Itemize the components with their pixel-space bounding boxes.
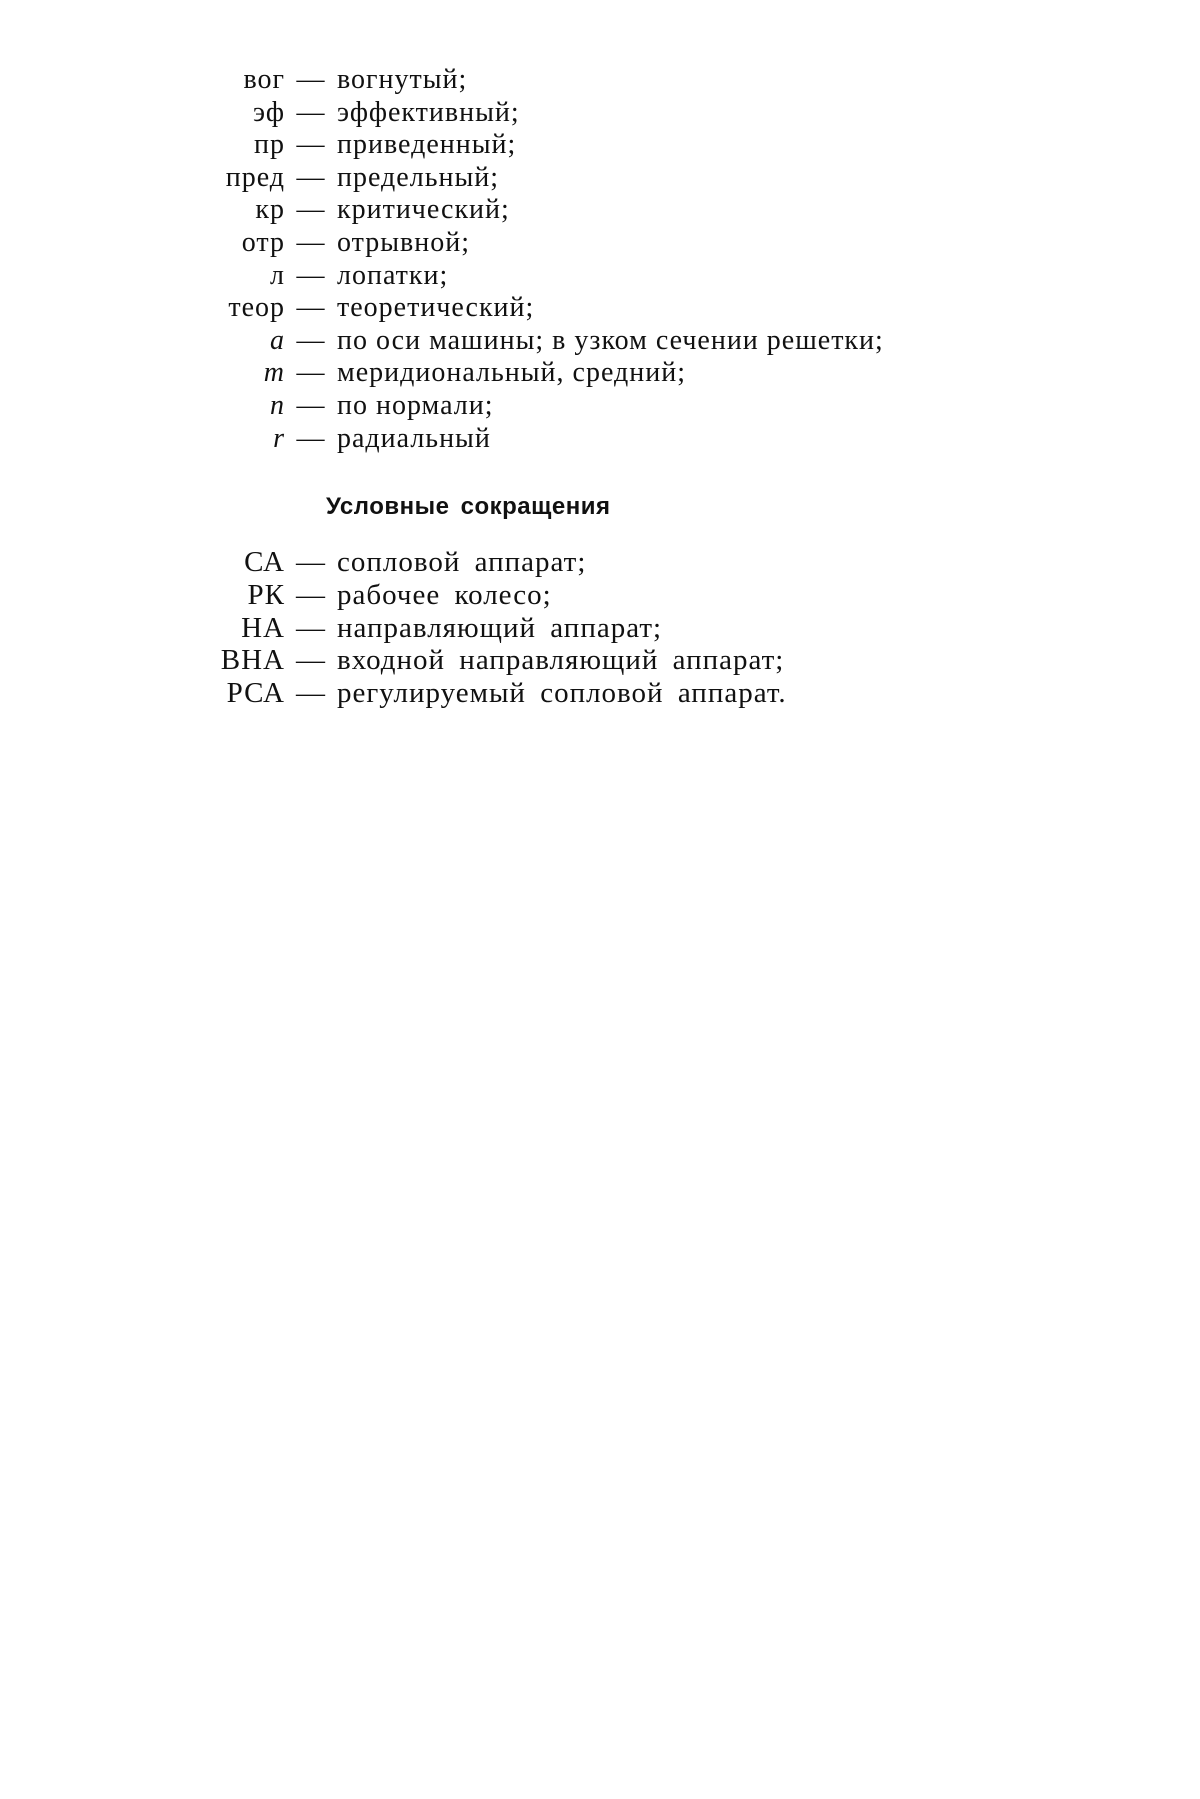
dash: —: [296, 677, 326, 710]
subscript-row: [0, 390, 1200, 423]
abbreviation-row: [0, 546, 1200, 579]
subscript-term: r: [273, 422, 285, 454]
abbreviation-row: [0, 677, 1200, 710]
subscript-definition: критический;: [337, 194, 510, 226]
dash: —: [296, 644, 326, 677]
subscript-term: вог: [243, 64, 285, 95]
abbreviation-definition: регулируемый сопловой аппарат.: [337, 677, 787, 710]
dash: —: [296, 422, 326, 454]
subscript-definition: эффективный;: [337, 96, 520, 128]
subscript-term: л: [270, 259, 285, 291]
subscript-term: отр: [241, 226, 285, 258]
dash: —: [296, 292, 326, 324]
subscript-definition: отрывной;: [337, 226, 470, 258]
subscript-definition: по нормали;: [337, 389, 494, 421]
dash: —: [296, 129, 326, 161]
subscript-term: теор: [228, 292, 285, 324]
abbreviation-definition: входной направляющий аппарат;: [337, 644, 785, 677]
dash: —: [296, 161, 326, 193]
abbreviation-term: РК: [247, 578, 285, 611]
subscript-term: n: [270, 389, 285, 421]
abbreviation-row: [0, 612, 1200, 645]
subscript-row: [0, 292, 1200, 325]
abbreviation-term: НА: [241, 611, 285, 644]
subscript-definition: предельный;: [337, 161, 500, 193]
abbreviation-term: ВНА: [220, 644, 285, 677]
subscript-row: [0, 325, 1200, 358]
subscript-row: [0, 357, 1200, 390]
dash: —: [296, 389, 326, 421]
subscript-term: пред: [225, 161, 285, 193]
subscript-term: пр: [254, 129, 285, 161]
subscript-row: [0, 129, 1200, 162]
abbreviation-row: [0, 644, 1200, 677]
subscript-term: эф: [253, 96, 285, 128]
dash: —: [296, 578, 326, 611]
section-heading: Условные сокращения: [326, 493, 611, 520]
subscript-row: [0, 162, 1200, 195]
abbreviation-term: РСА: [226, 677, 285, 710]
dash: —: [296, 226, 326, 258]
subscript-definition: меридиональный, средний;: [337, 357, 687, 389]
subscript-row: [0, 423, 1200, 456]
dash: —: [296, 96, 326, 128]
subscript-definition: по оси машины; в узком сечении решетки;: [337, 324, 884, 356]
dash: —: [296, 546, 326, 578]
subscript-row: [0, 194, 1200, 227]
subscript-row: [0, 227, 1200, 260]
subscript-term: m: [263, 357, 285, 389]
subscript-list: [0, 64, 1200, 455]
abbreviation-definition: направляющий аппарат;: [337, 611, 663, 644]
subscript-term: кр: [255, 194, 285, 226]
subscript-term: a: [270, 324, 285, 356]
subscript-definition: теоретический;: [337, 292, 535, 324]
dash: —: [296, 64, 326, 95]
subscript-definition: радиальный: [337, 422, 491, 454]
dash: —: [296, 324, 326, 356]
dash: —: [296, 194, 326, 226]
subscript-row: [0, 64, 1200, 97]
abbreviation-row: [0, 579, 1200, 612]
subscript-definition: лопатки;: [337, 259, 449, 291]
subscript-definition: вогнутый;: [337, 64, 468, 95]
abbreviation-definition: рабочее колесо;: [337, 578, 552, 611]
subscript-definition: приведенный;: [337, 129, 517, 161]
dash: —: [296, 357, 326, 389]
subscript-row: [0, 260, 1200, 293]
dash: —: [296, 611, 326, 644]
abbreviation-list: [0, 546, 1200, 710]
abbreviation-term: СА: [244, 546, 285, 578]
dash: —: [296, 259, 326, 291]
abbreviation-definition: сопловой аппарат;: [337, 546, 587, 578]
subscript-row: [0, 97, 1200, 130]
